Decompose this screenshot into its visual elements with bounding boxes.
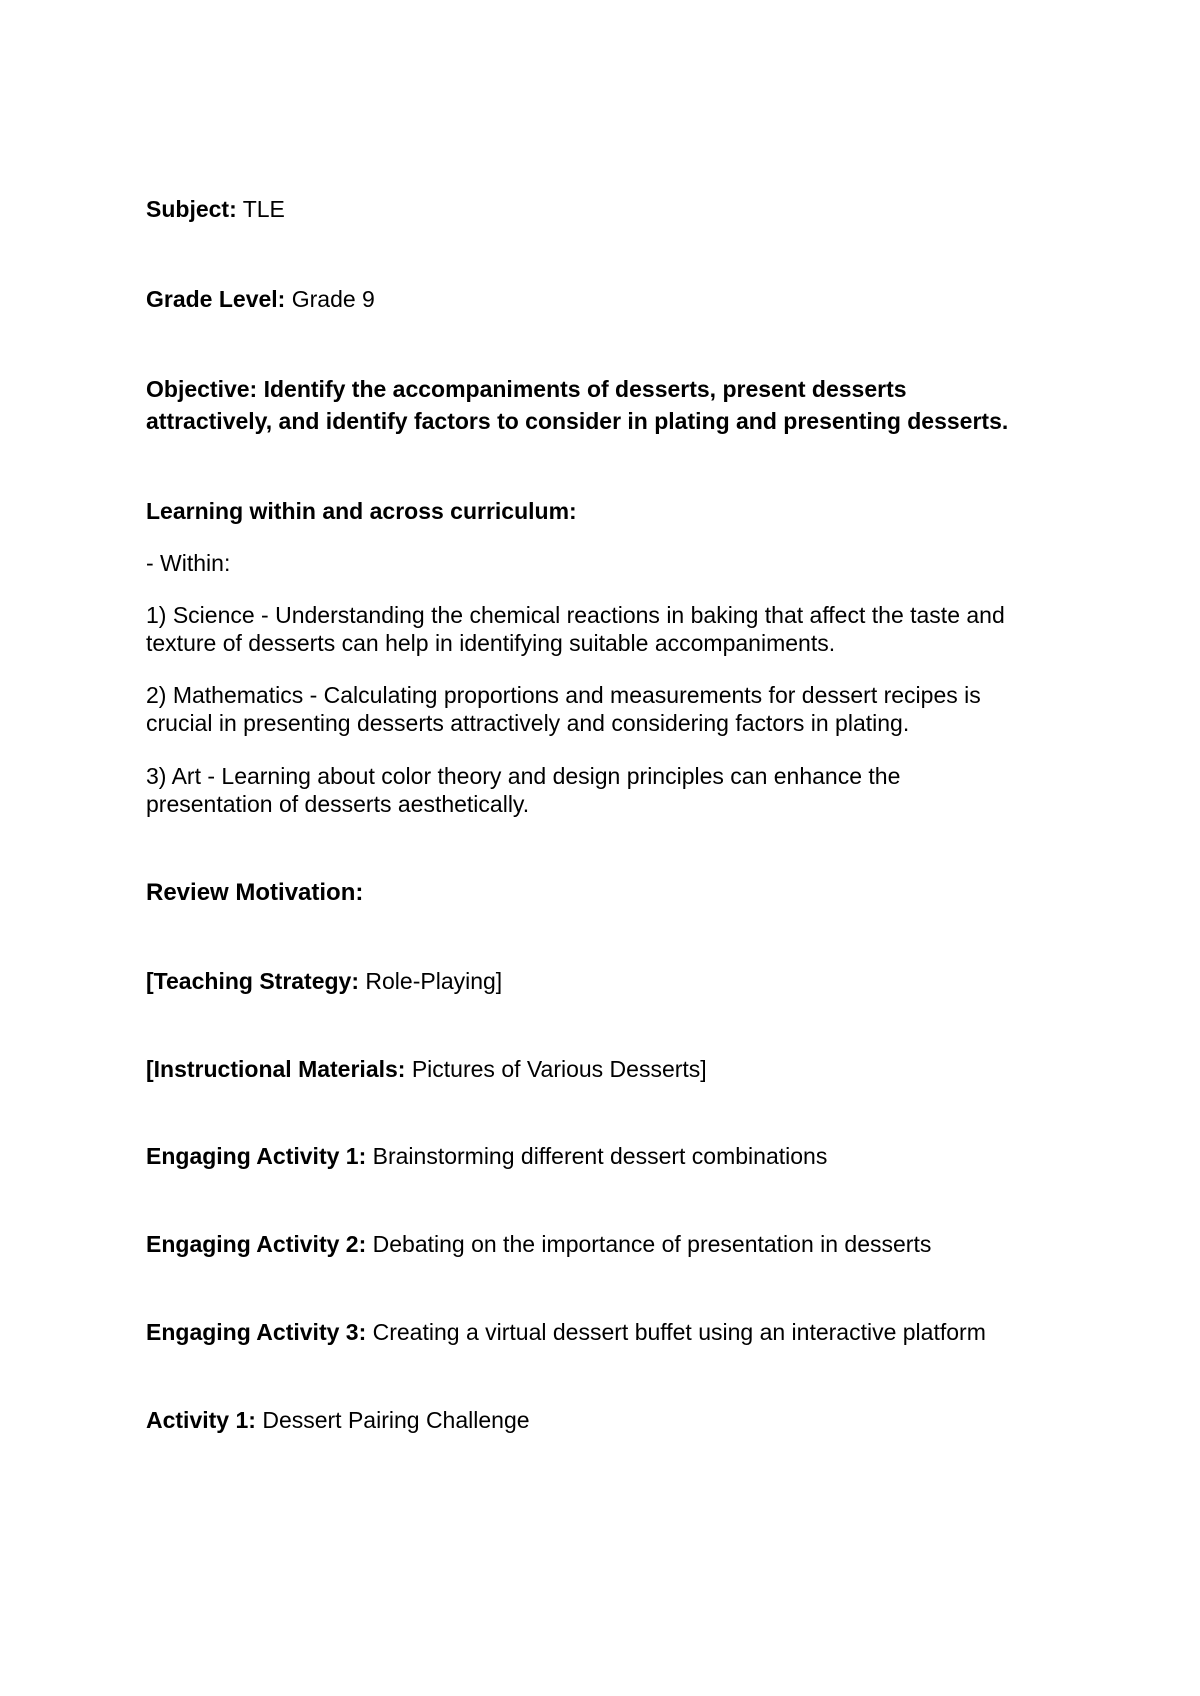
learning-item-math-line-1: 2) Mathematics - Calculating proportions and measurements for dessert recipes is [146,682,981,708]
objective-label: Objective: [146,376,258,402]
grade-level-label: Grade Level: [146,286,286,312]
engaging-activity-1-line [146,1142,827,1170]
engaging-activity-3-line [146,1318,986,1346]
engaging-activity-1-label: Engaging Activity 1: [146,1143,367,1169]
learning-heading: Learning within and across curriculum: [146,498,577,524]
activity-1-label: Activity 1: [146,1407,256,1433]
teaching-strategy-line [146,967,502,995]
subject-label: Subject: [146,196,237,222]
teaching-strategy-value: Role-Playing] [359,968,503,994]
grade-level-value: Grade 9 [285,286,375,312]
engaging-activity-2-line [146,1230,931,1258]
learning-item-art-line-2: presentation of desserts aesthetically. [146,791,530,817]
materials-open-bracket: [ [146,1056,154,1082]
objective-text-2: attractively, and identify factors to consider in plating and presenting desserts. [146,408,1009,434]
review-motivation-heading: Review Motivation: [146,879,364,906]
learning-item-science-line-1: 1) Science - Understanding the chemical reactions in baking that affect the taste and [146,602,1005,628]
instructional-materials-line [146,1055,707,1083]
engaging-activity-2-value: Debating on the importance of presentation in desserts [366,1231,932,1257]
engaging-activity-2-label: Engaging Activity 2: [146,1231,367,1257]
learning-item-science-line-2: texture of desserts can help in identifying suitable accompaniments. [146,630,836,656]
strategy-open-bracket: [ [146,968,154,994]
subject-value: TLE [236,196,285,222]
instructional-materials-label: Instructional Materials: [153,1056,406,1082]
instructional-materials-value: Pictures of Various Desserts] [405,1056,707,1082]
activity-1-line [146,1406,530,1434]
within-label: - Within: [146,550,231,576]
engaging-activity-1-value: Brainstorming different dessert combinations [366,1143,828,1169]
learning-item-math-line-2: crucial in presenting desserts attractively and considering factors in plating. [146,710,910,736]
objective-text-1: Identify the accompaniments of desserts, present desserts [257,376,907,402]
engaging-activity-3-label: Engaging Activity 3: [146,1319,367,1345]
subject-line [146,195,285,223]
learning-item-art-line-1: 3) Art - Learning about color theory and design principles can enhance the [146,763,901,789]
objective-line-2 [146,407,1008,435]
grade-level-line [146,285,375,313]
engaging-activity-3-value: Creating a virtual dessert buffet using an interactive platform [366,1319,986,1345]
objective-line-1 [146,375,907,403]
activity-1-value: Dessert Pairing Challenge [255,1407,530,1433]
teaching-strategy-label: Teaching Strategy: [153,968,360,994]
